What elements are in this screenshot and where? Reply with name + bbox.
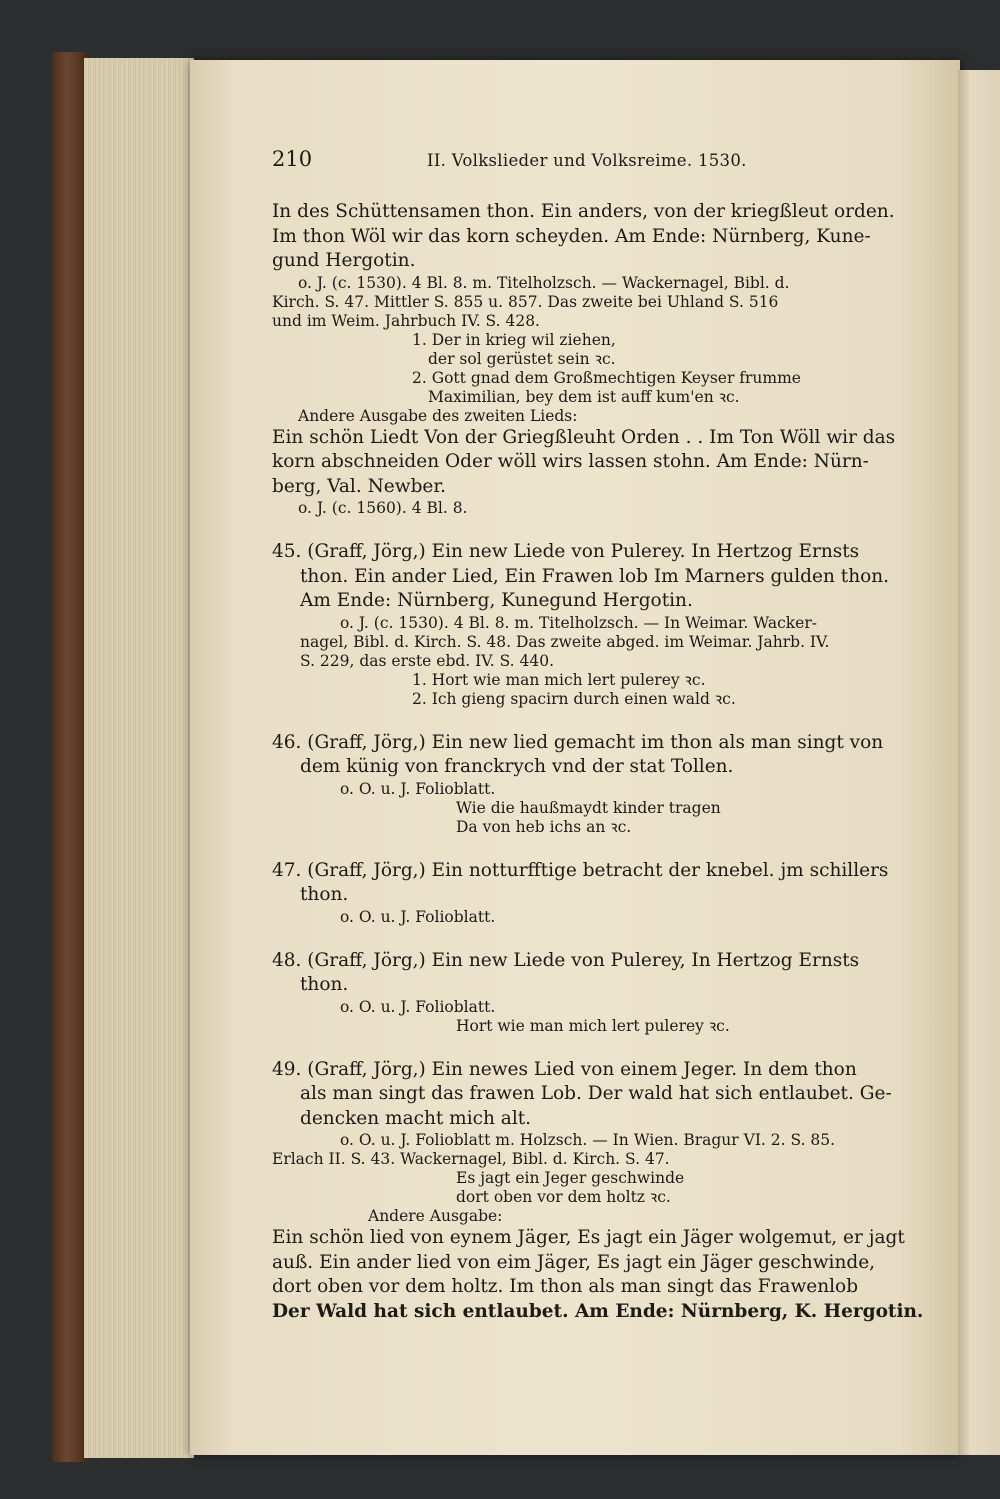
facing-page-edge: [958, 70, 1000, 1455]
bibliographic-note: o. J. (c. 1530). 4 Bl. 8. m. Titelholzsch. — Wackernagel, Bibl. d.: [298, 273, 790, 292]
entry-line: 45. (Graff, Jörg,) Ein new Liede von Pulerey. In Hertzog Ernsts: [272, 541, 860, 562]
bibliographic-note: und im Weim. Jahrbuch IV. S. 428.: [272, 311, 540, 330]
bibliographic-note: o. O. u. J. Folioblatt m. Holzsch. — In Wien. Bragur VI. 2. S. 85.: [340, 1131, 836, 1149]
verse-line: 1. Hort wie man mich lert pulerey ꝛc.: [412, 670, 706, 689]
entry-line: 47. (Graff, Jörg,) Ein notturfftige betracht der knebel. jm schillers: [272, 859, 889, 881]
entry-48: [272, 949, 937, 1036]
verse-line: Wie die haußmaydt kinder tragen: [456, 798, 721, 817]
page-number: 210: [272, 147, 313, 171]
verse-line: der sol gerüstet sein ꝛc.: [428, 349, 616, 368]
text-line: Der Wald hat sich entlaubet. Am Ende: Nürnberg, K. Hergotin.: [272, 1300, 924, 1322]
running-head: [272, 148, 937, 178]
text-line: korn abschneiden Oder wöll wirs lassen stohn. Am Ende: Nürn-: [272, 451, 869, 472]
verse-line: 2. Ich gieng spacirn durch einen wald ꝛc.: [412, 689, 736, 708]
text-line: Ein schön lied von eynem Jäger, Es jagt ein Jäger wolgemut, er jagt: [272, 1227, 905, 1248]
text-line: berg, Val. Newber.: [272, 475, 447, 497]
bibliographic-note: Kirch. S. 47. Mittler S. 855 u. 857. Das zweite bei Uhland S. 516: [272, 292, 779, 311]
running-title: II. Volkslieder und Volksreime. 1530.: [427, 151, 747, 170]
bibliographic-note: o. J. (c. 1530). 4 Bl. 8. m. Titelholzsch. — In Weimar. Wacker-: [340, 613, 818, 632]
entry-45: [272, 540, 937, 709]
bibliographic-note: o. O. u. J. Folioblatt.: [340, 779, 496, 798]
verse-line: Hort wie man mich lert pulerey ꝛc.: [456, 1016, 730, 1035]
bibliographic-note: o. O. u. J. Folioblatt.: [340, 907, 496, 926]
entry-47: [272, 859, 937, 927]
verse-line: Maximilian, bey dem ist auff kum'en ꝛc.: [428, 387, 740, 406]
entry-line: thon.: [300, 974, 349, 995]
book-cover-edge: [52, 52, 88, 1462]
entry-line: dencken macht mich alt.: [300, 1107, 532, 1129]
bibliographic-note: o. J. (c. 1560). 4 Bl. 8.: [298, 499, 468, 517]
other-edition-label: Andere Ausgabe des zweiten Lieds:: [298, 406, 578, 425]
entry-line: als man singt das frawen Lob. Der wald hat sich entlaubet. Ge-: [300, 1083, 892, 1104]
verse-line: Da von heb ichs an ꝛc.: [456, 817, 632, 836]
entry-line: thon. Ein ander Lied, Ein Frawen lob Im Marners gulden thon.: [300, 565, 890, 587]
bibliographic-note: S. 229, das erste ebd. IV. S. 440.: [300, 651, 555, 670]
entry-49: [272, 1058, 937, 1325]
entry-line: dem künig von franckrych vnd der stat Tollen.: [300, 756, 734, 777]
text-line: Im thon Wöl wir das korn scheyden. Am Ende: Nürnberg, Kune-: [272, 225, 871, 247]
bibliographic-note: Erlach II. S. 43. Wackernagel, Bibl. d. Kirch. S. 47.: [272, 1150, 670, 1168]
verse-line: 2. Gott gnad dem Großmechtigen Keyser frumme: [412, 368, 801, 387]
bibliographic-note: nagel, Bibl. d. Kirch. S. 48. Das zweite abged. im Weimar. Jahrb. IV.: [300, 632, 830, 651]
verse-line: 1. Der in krieg wil ziehen,: [412, 330, 616, 349]
entry-line: 49. (Graff, Jörg,) Ein newes Lied von einem Jeger. In dem thon: [272, 1058, 857, 1080]
entry-line: thon.: [300, 884, 349, 905]
verse-line: dort oben vor dem holtz ꝛc.: [456, 1188, 671, 1206]
entry-46: [272, 731, 937, 837]
verse-line: Es jagt ein Jeger geschwinde: [456, 1169, 685, 1187]
text-line: auß. Ein ander lied von eim Jäger, Es jagt ein Jäger geschwinde,: [272, 1251, 876, 1273]
text-line: dort oben vor dem holtz. Im thon als man singt das Frawenlob: [272, 1276, 859, 1297]
bibliographic-note: o. O. u. J. Folioblatt.: [340, 997, 496, 1016]
page-text: [272, 148, 937, 1324]
intro-entry: [272, 200, 937, 518]
text-line: In des Schüttensamen thon. Ein anders, von der kriegßleut orden.: [272, 201, 895, 222]
entry-line: 46. (Graff, Jörg,) Ein new lied gemacht im thon als man singt von: [272, 731, 884, 753]
entry-line: Am Ende: Nürnberg, Kunegund Hergotin.: [300, 590, 693, 611]
entry-line: 48. (Graff, Jörg,) Ein new Liede von Pulerey, In Hertzog Ernsts: [272, 949, 860, 971]
other-edition-label: Andere Ausgabe:: [368, 1207, 503, 1225]
text-line: gund Hergotin.: [272, 250, 416, 271]
page-stack-edges: [84, 58, 194, 1458]
text-line: Ein schön Liedt Von der Griegßleuht Orden . . Im Ton Wöll wir das: [272, 426, 896, 448]
